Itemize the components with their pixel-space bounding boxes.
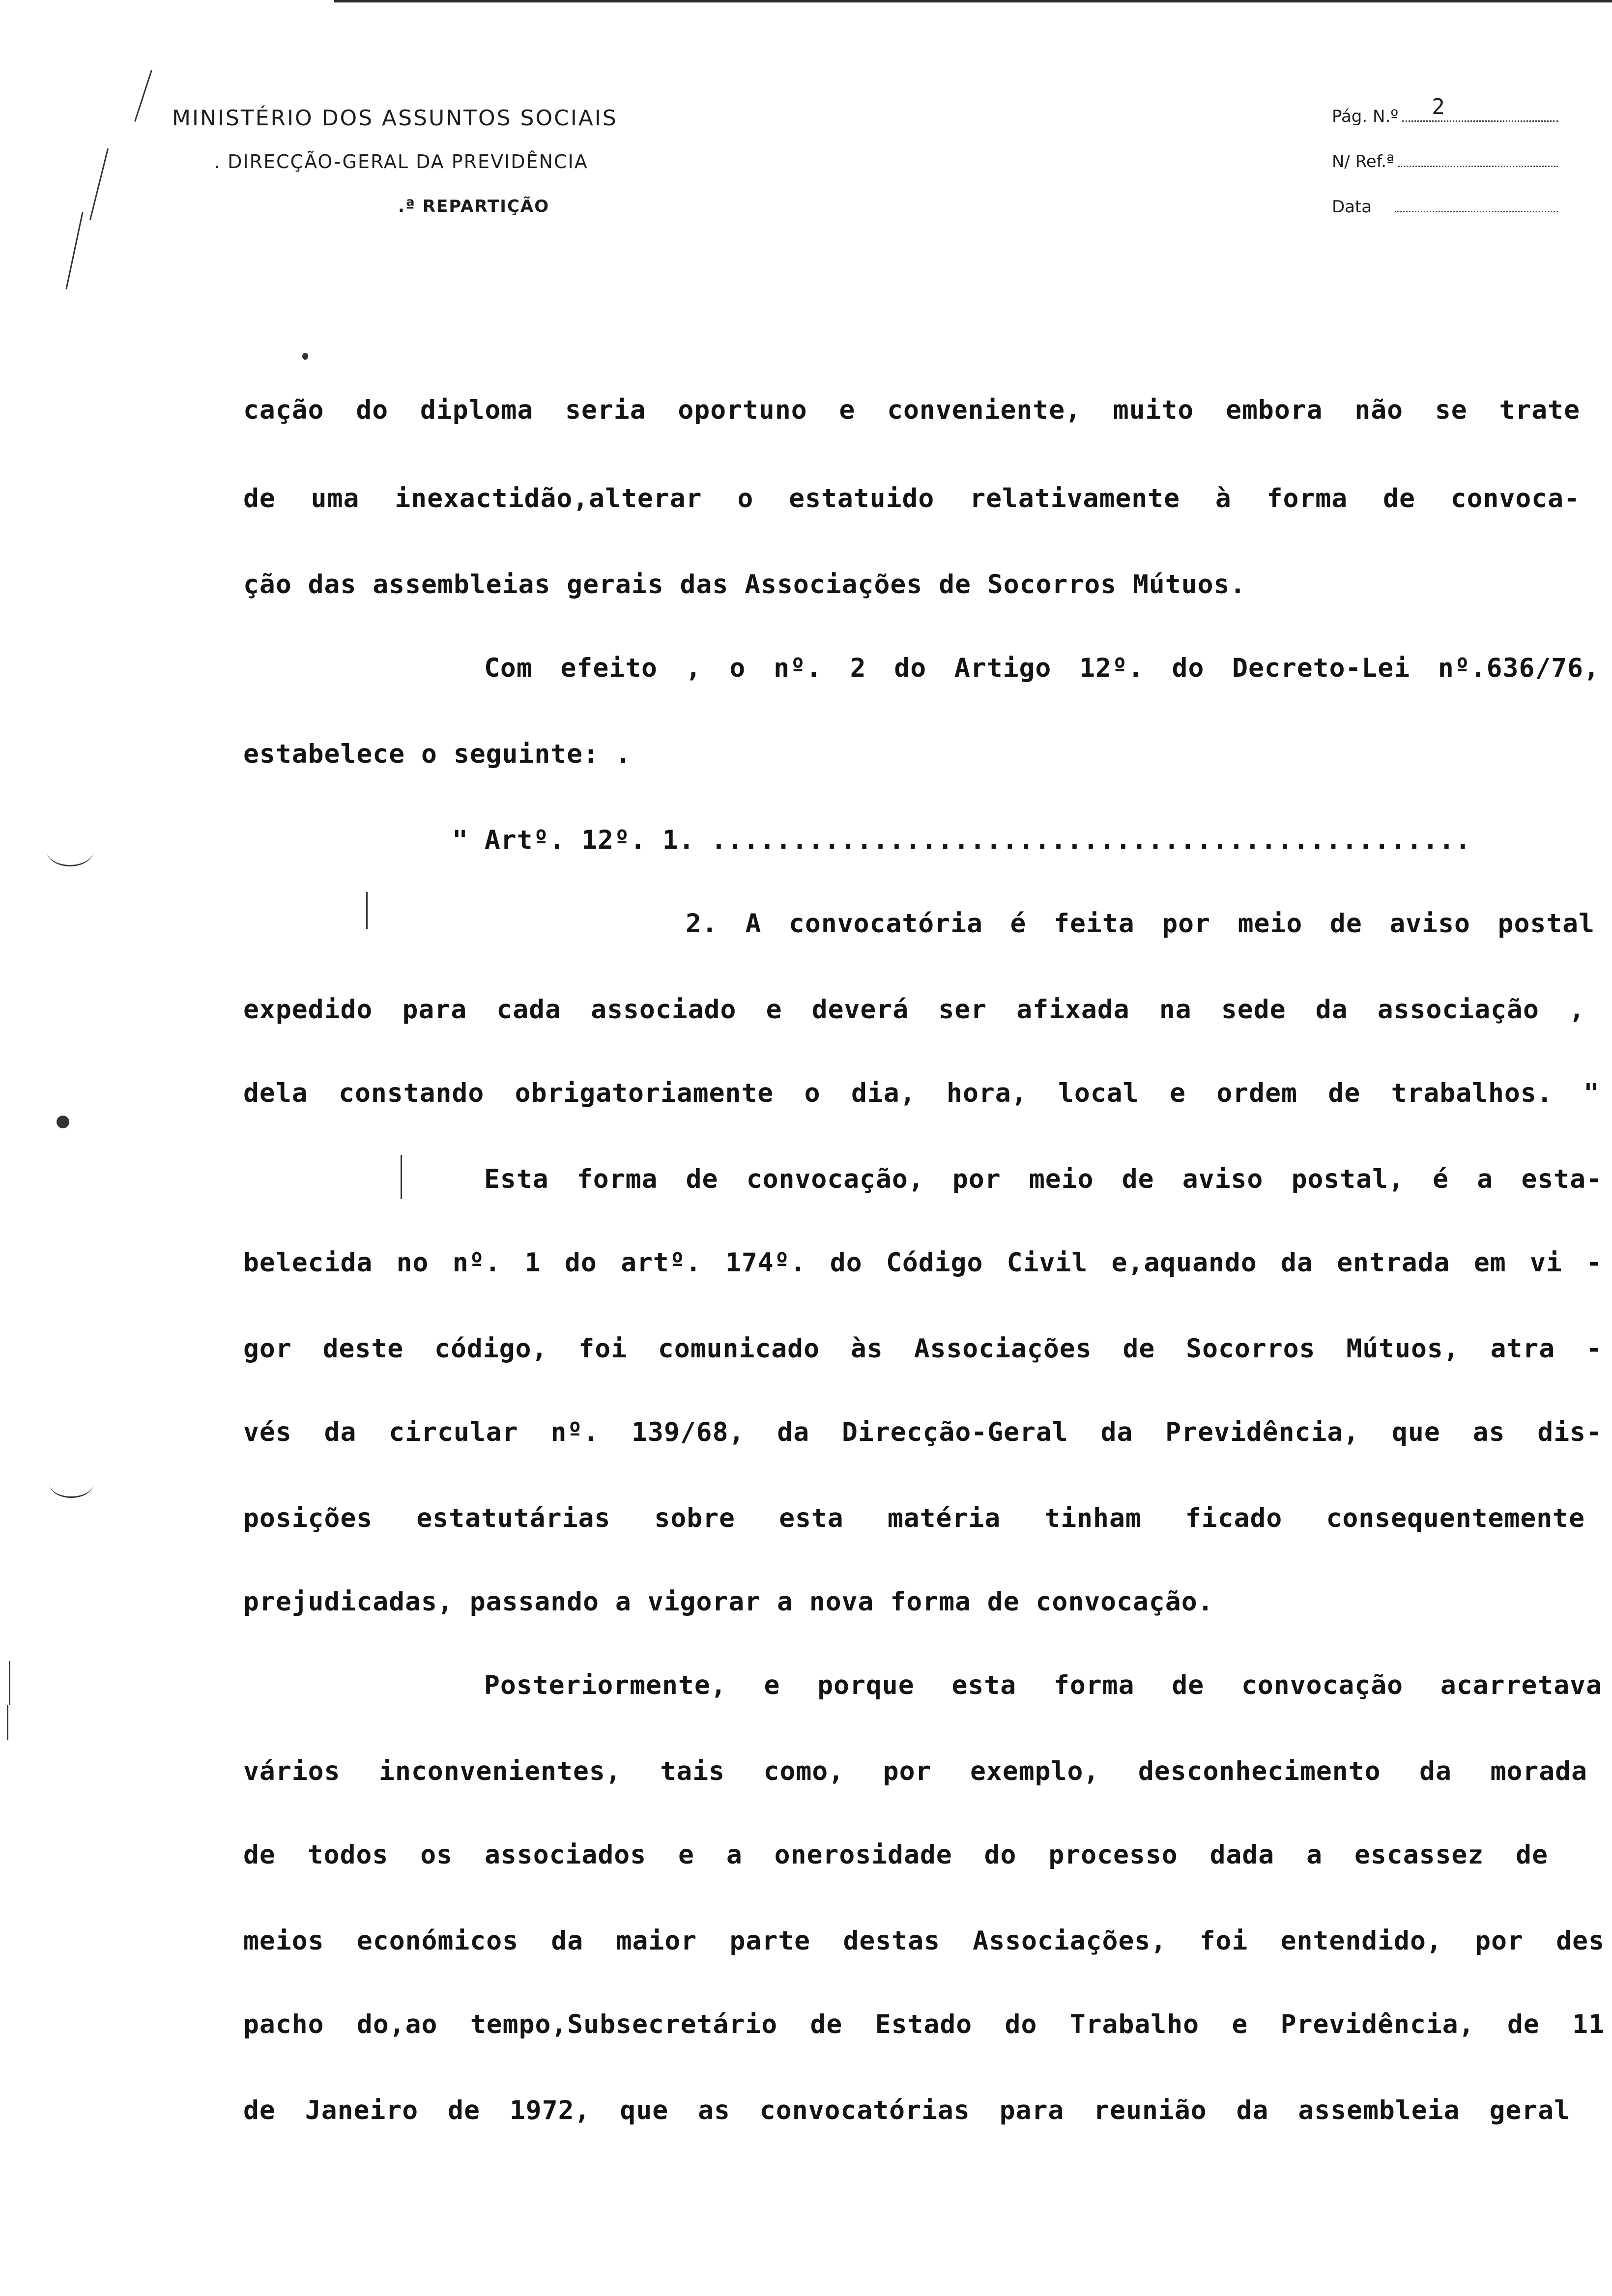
reference-row <box>1332 151 1558 196</box>
body-line: Com efeito , o nº. 2 do Artigo 12º. do Decreto-Lei nº.636/76, <box>484 653 1600 683</box>
section-name: .ª REPARTIÇÃO <box>398 197 550 216</box>
reference-label: N/ Ref.ª <box>1332 152 1395 172</box>
margin-scratch <box>366 892 368 929</box>
body-line: posições estatutárias sobre esta matéria tinham ficado consequentemente <box>243 1503 1585 1533</box>
body-line: meios económicos da maior parte destas Associações, foi entendido, por des <box>243 1926 1605 1956</box>
body-line: vários inconvenientes, tais como, por exemplo, desconhecimento da morada <box>243 1756 1587 1786</box>
margin-scratch <box>65 212 83 289</box>
body-line: 2. A convocatória é feita por meio de aviso postal <box>686 909 1595 939</box>
margin-scratch <box>89 148 109 220</box>
top-edge-rule <box>334 0 1612 2</box>
page-number-row <box>1332 94 1558 151</box>
reference-block <box>1332 94 1558 241</box>
margin-scratch <box>7 1705 8 1740</box>
body-line: de todos os associados e a onerosidade do processo dada a escassez de <box>243 1840 1548 1870</box>
reference-field <box>1398 151 1558 167</box>
body-line: estabelece o seguinte: . <box>243 739 632 769</box>
margin-curve-mark <box>47 835 93 866</box>
date-field <box>1395 196 1558 212</box>
body-line: " Artº. 12º. 1. ............................................... <box>452 825 1471 855</box>
body-line: Posteriormente, e porque esta forma de convocação acarretava <box>484 1670 1602 1700</box>
margin-scratch <box>401 1155 402 1199</box>
date-row <box>1332 196 1558 241</box>
body-line: Esta forma de convocação, por meio de aviso postal, é a esta- <box>484 1164 1602 1194</box>
direction-name: . DIRECÇÃO-GERAL DA PREVIDÊNCIA <box>214 151 588 172</box>
body-line: expedido para cada associado e deverá ser afixada na sede da associação , <box>243 995 1585 1025</box>
body-line: dela constando obrigatoriamente o dia, hora, local e ordem de trabalhos. " <box>243 1078 1600 1108</box>
page-number-value: 2 <box>1432 94 1445 119</box>
margin-curve-mark <box>49 1469 93 1498</box>
body-line: pacho do,ao tempo,Subsecretário de Estado do Trabalho e Previdência, de 11 <box>243 2009 1605 2039</box>
margin-dot <box>57 1116 69 1128</box>
margin-dot <box>302 353 308 360</box>
margin-scratch <box>9 1661 10 1705</box>
page-number-field <box>1402 94 1558 122</box>
body-line: ção das assembleias gerais das Associações de Socorros Mútuos. <box>243 570 1246 600</box>
page-number-label: Pág. N.º <box>1332 107 1399 126</box>
body-line: prejudicadas, passando a vigorar a nova forma de convocação. <box>243 1587 1214 1617</box>
body-line: belecida no nº. 1 do artº. 174º. do Código Civil e,aquando da entrada em vi - <box>243 1248 1602 1278</box>
body-line: de Janeiro de 1972, que as convocatórias para reunião da assembleia geral <box>243 2095 1570 2125</box>
margin-scratch <box>134 70 152 122</box>
date-label: Data <box>1332 197 1372 217</box>
body-line: cação do diploma seria oportuno e conveniente, muito embora não se trate <box>243 395 1580 425</box>
ministry-name: MINISTÉRIO DOS ASSUNTOS SOCIAIS <box>172 106 618 131</box>
body-line: de uma inexactidão,alterar o estatuido relativamente à forma de convoca- <box>243 484 1580 514</box>
body-line: gor deste código, foi comunicado às Associações de Socorros Mútuos, atra - <box>243 1334 1602 1364</box>
body-line: vés da circular nº. 139/68, da Direcção-Geral da Previdência, que as dis- <box>243 1417 1602 1447</box>
